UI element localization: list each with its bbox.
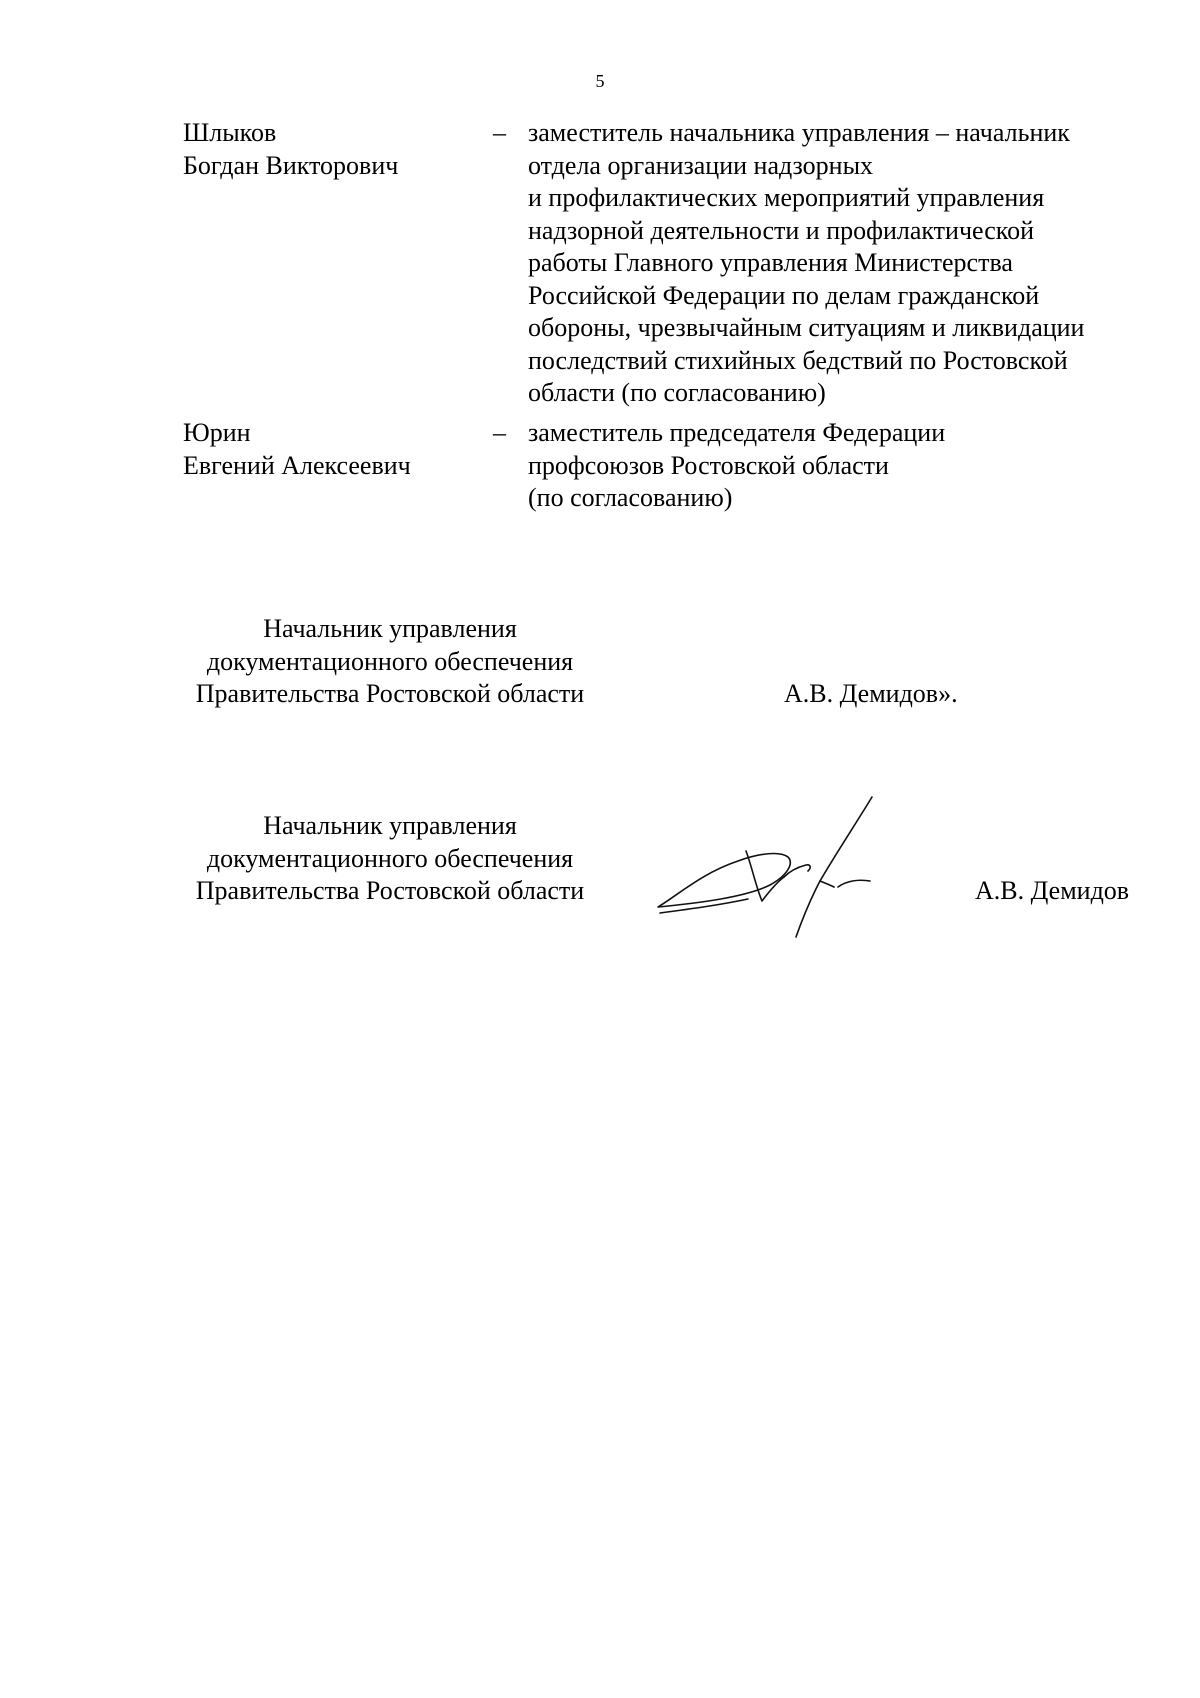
position-line: заместитель начальника управления – начальник	[528, 118, 1070, 147]
member-position	[528, 117, 1148, 410]
signatory-title-line: документационного обеспечения	[206, 843, 574, 873]
page-number: 5	[595, 71, 605, 91]
member-name	[183, 117, 483, 182]
position-line: обороны, чрезвычайным ситуациям и ликвидации	[528, 313, 1085, 342]
member-given-names: Богдан Викторович	[183, 150, 399, 180]
signatory-title-line: Начальник управления	[263, 811, 517, 840]
signatory-name: А.В. Демидов».	[784, 679, 958, 708]
signatory-title	[160, 810, 620, 908]
member-given-names: Евгений Алексеевич	[183, 450, 411, 480]
signatory-title-line: Правительства Ростовской области	[195, 876, 585, 905]
member-surname: Шлыков	[183, 118, 277, 147]
member-dash: –	[493, 418, 506, 447]
signatory-name: А.В. Демидов	[975, 876, 1130, 905]
signatory-title	[160, 613, 620, 711]
signatory-title-line: Начальник управления	[263, 614, 517, 643]
position-line: (по согласованию)	[528, 483, 733, 512]
signatory-title-line: Правительства Ростовской области	[195, 679, 585, 708]
position-line: последствий стихийных бедствий по Ростовской	[528, 345, 1068, 375]
position-line: заместитель председателя Федерации	[528, 418, 946, 447]
member-surname: Юрин	[183, 418, 251, 447]
position-line: работы Главного управления Министерства	[528, 248, 1013, 277]
position-line: и профилактических мероприятий управления	[528, 183, 1045, 212]
position-line: области (по согласованию)	[528, 378, 826, 407]
member-dash: –	[493, 118, 506, 147]
signatory-title-line: документационного обеспечения	[206, 646, 574, 676]
position-line: отдела организации надзорных	[528, 150, 874, 180]
member-name	[183, 417, 483, 482]
member-position	[528, 417, 1148, 515]
position-line: профсоюзов Ростовской области	[528, 450, 889, 480]
position-line: надзорной деятельности и профилактической	[528, 215, 1034, 245]
handwritten-signature	[650, 795, 910, 955]
position-line: Российской Федерации по делам гражданской	[528, 280, 1040, 310]
